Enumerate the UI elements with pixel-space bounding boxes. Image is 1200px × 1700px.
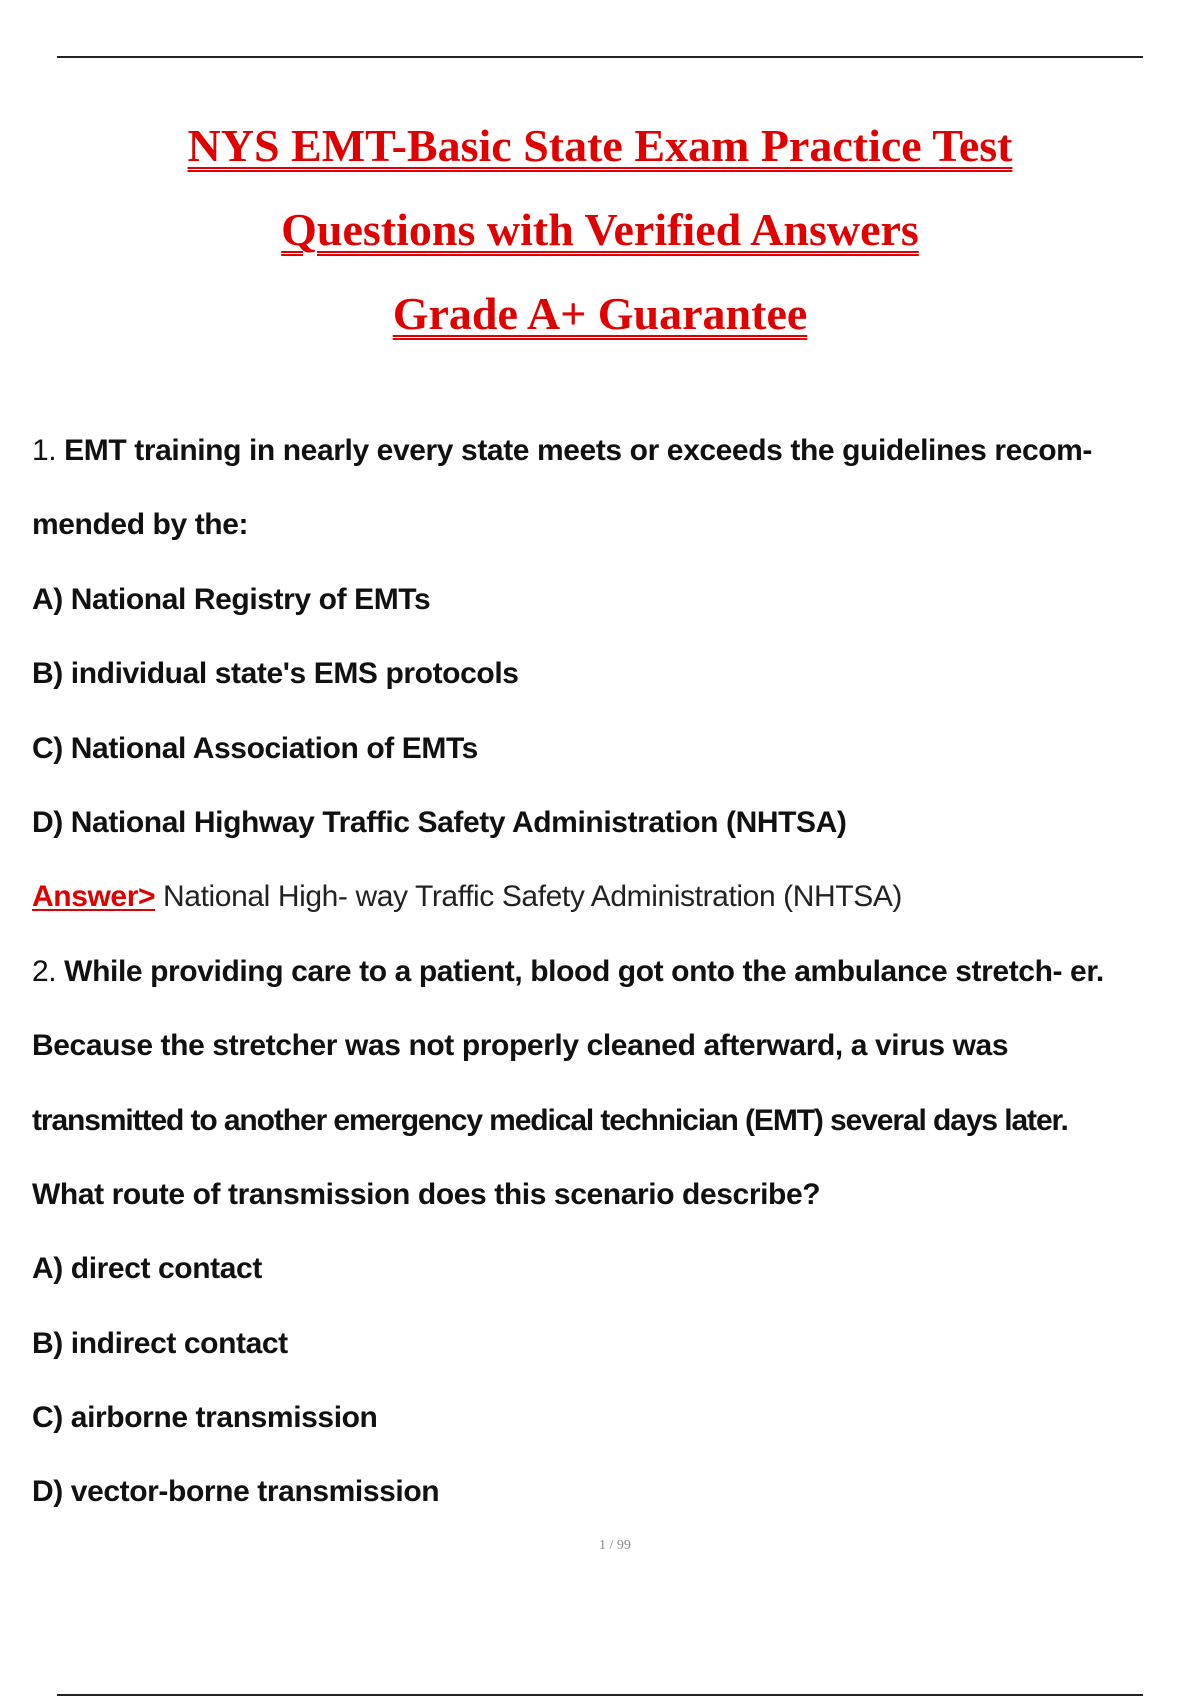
question-2-text: While providing care to a patient, blood got onto the ambulance stretch- er. [64, 954, 1104, 988]
question-2-number: 2. [32, 954, 57, 988]
bottom-divider [57, 1694, 1143, 1696]
top-divider [57, 56, 1143, 58]
question-1-text: EMT training in nearly every state meets or exceeds the guidelines recom- [64, 434, 1093, 467]
answer-text: National High- way Traffic Safety Administration (NHTSA) [163, 880, 903, 914]
question-1-number: 1. [32, 434, 57, 467]
questions-content [32, 414, 1192, 1530]
question-1-line-2: mended by the: [32, 508, 249, 542]
question-1-option-d: D) National Highway Traffic Safety Administration (NHTSA) [32, 805, 847, 839]
question-2-line-4: What route of transmission does this scenario describe? [32, 1177, 821, 1211]
question-2-line-3: transmitted to another emergency medical technician (EMT) several days later. [32, 1103, 1068, 1137]
title-line-2: Questions with Verified Answers [281, 204, 919, 255]
question-2-line-1 [32, 935, 1192, 1009]
title-line-3: Grade A+ Guarantee [392, 288, 808, 339]
question-2-option-a: A) direct contact [32, 1252, 262, 1286]
question-1-answer [32, 860, 1192, 934]
question-1-option-a: A) National Registry of EMTs [32, 582, 431, 616]
question-2-option-d: D) vector-borne transmission [32, 1475, 440, 1509]
title-line-1: NYS EMT-Basic State Exam Practice Test [187, 120, 1013, 171]
page-number: 1 / 99 [599, 1538, 631, 1553]
document-title [0, 104, 1200, 356]
question-2-option-c: C) airborne transmission [32, 1401, 378, 1435]
question-1-option-c: C) National Association of EMTs [32, 731, 478, 765]
question-1-line-1 [32, 414, 1192, 488]
answer-label: Answer> [32, 880, 156, 914]
question-2-line-2: Because the stretcher was not properly cleaned afterward, a virus was [32, 1029, 1009, 1063]
question-1-option-b: B) individual state's EMS protocols [32, 657, 519, 691]
question-2-option-b: B) indirect contact [32, 1326, 288, 1360]
